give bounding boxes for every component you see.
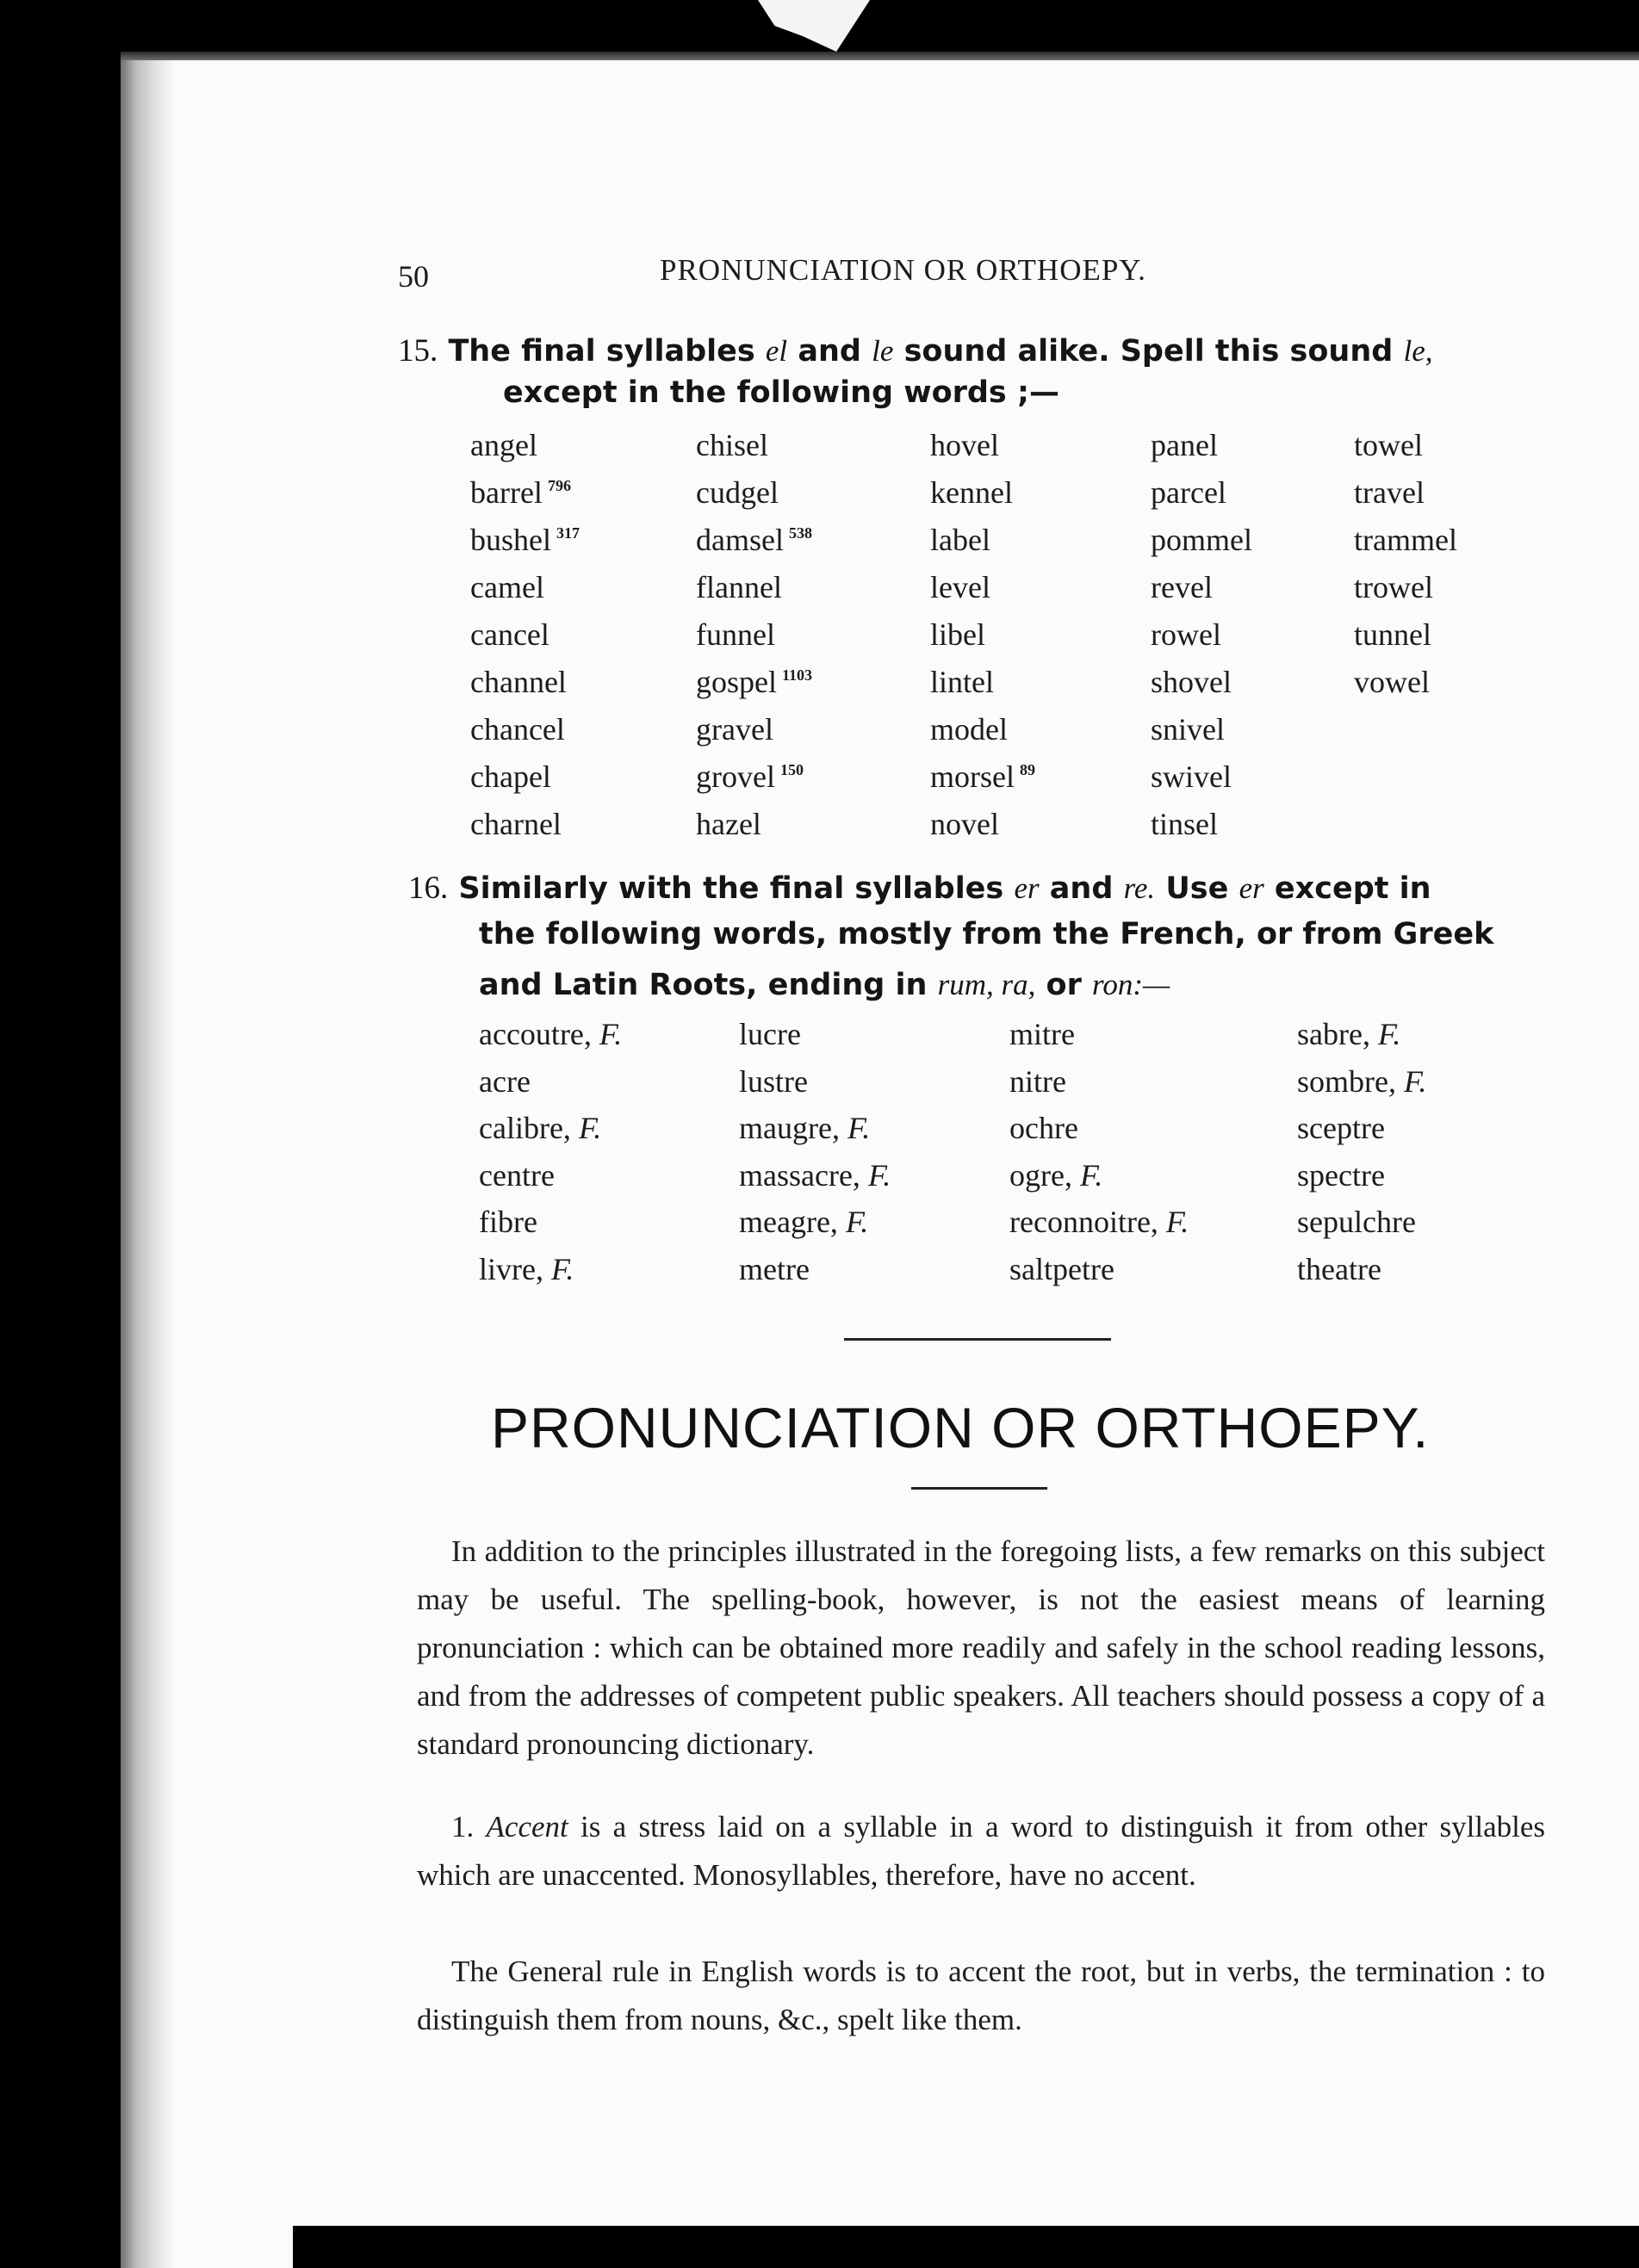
rule15-word bbox=[1354, 427, 1423, 463]
running-title: PRONUNCIATION OR ORTHOEPY. bbox=[660, 253, 1146, 287]
accent-term: Accent bbox=[486, 1810, 568, 1844]
rule15-word bbox=[1151, 522, 1252, 558]
rule15-word bbox=[696, 522, 812, 558]
rule15-word bbox=[470, 427, 537, 463]
rule15-word bbox=[470, 664, 567, 700]
french-mark: F. bbox=[837, 1205, 869, 1239]
word-text: acre bbox=[479, 1063, 531, 1099]
word-text: chapel bbox=[470, 759, 551, 794]
word-text: travel bbox=[1354, 475, 1425, 510]
rule15-word bbox=[930, 806, 999, 842]
word-text: sceptre bbox=[1297, 1111, 1385, 1145]
rule15-word bbox=[1354, 569, 1433, 605]
word-text: lustre bbox=[739, 1063, 808, 1099]
rule16-word bbox=[739, 1157, 891, 1193]
french-mark: F. bbox=[860, 1157, 891, 1193]
rule15-word bbox=[696, 427, 768, 463]
word-text: model bbox=[930, 712, 1008, 747]
word-text: saltpetre bbox=[1009, 1251, 1114, 1286]
word-text: charnel bbox=[470, 807, 562, 841]
rule15-word bbox=[930, 711, 1008, 747]
word-text: maugre, bbox=[739, 1111, 840, 1145]
word-text: trowel bbox=[1354, 570, 1433, 604]
rule16-word bbox=[1009, 1110, 1078, 1146]
rule15-word bbox=[1354, 474, 1425, 511]
rule15-word bbox=[470, 474, 571, 511]
rule15-word bbox=[930, 427, 999, 463]
word-text: parcel bbox=[1151, 475, 1226, 510]
word-text: damsel bbox=[696, 523, 784, 557]
rule15-word bbox=[696, 806, 761, 842]
word-text: hovel bbox=[930, 428, 999, 462]
word-text: revel bbox=[1151, 570, 1213, 604]
french-mark: F. bbox=[570, 1111, 602, 1145]
french-mark: F. bbox=[543, 1251, 574, 1286]
rule15-word bbox=[930, 617, 985, 653]
rule16-word bbox=[479, 1157, 555, 1193]
french-mark: F. bbox=[591, 1017, 623, 1051]
rule16-word bbox=[479, 1251, 574, 1287]
rule16-line2: the following words, mostly from the French, or from Greek bbox=[479, 917, 1494, 951]
word-text: massacre, bbox=[739, 1157, 860, 1193]
rule16-word bbox=[1297, 1157, 1385, 1193]
rule16-word bbox=[479, 1016, 622, 1052]
word-text: level bbox=[930, 570, 990, 604]
rule16-word bbox=[739, 1016, 801, 1052]
word-text: accoutre, bbox=[479, 1017, 592, 1051]
rule15-word bbox=[1151, 569, 1213, 605]
word-text: novel bbox=[930, 807, 999, 841]
word-text: rowel bbox=[1151, 617, 1221, 652]
rule16-word bbox=[1009, 1251, 1114, 1287]
word-text: swivel bbox=[1151, 759, 1232, 794]
rule15-word bbox=[930, 522, 990, 558]
word-text: livre, bbox=[479, 1251, 543, 1286]
rule16-word bbox=[739, 1251, 810, 1287]
word-text: ogre, bbox=[1009, 1157, 1072, 1193]
rule16-word bbox=[1009, 1157, 1102, 1193]
french-mark: F. bbox=[1071, 1157, 1103, 1193]
word-text: grovel bbox=[696, 759, 775, 794]
french-mark: F. bbox=[1395, 1063, 1427, 1099]
rule15-word bbox=[470, 522, 580, 558]
scan-tear bbox=[758, 0, 870, 52]
general-rule-paragraph: The General rule in English words is to accent the root, but in verbs, the termination : to distinguish them from nouns, &c., spelt like them. bbox=[417, 1955, 1545, 2036]
rule15-word bbox=[696, 474, 779, 511]
word-text: panel bbox=[1151, 428, 1218, 462]
french-mark: F. bbox=[839, 1111, 871, 1145]
rule15-word bbox=[930, 664, 994, 700]
title-underline bbox=[911, 1487, 1047, 1490]
word-text: nitre bbox=[1009, 1063, 1066, 1099]
word-text: calibre, bbox=[479, 1111, 571, 1145]
word-text: shovel bbox=[1151, 665, 1232, 699]
reference-number: 150 bbox=[779, 761, 804, 778]
rule16-word bbox=[1297, 1204, 1416, 1240]
word-text: sepulchre bbox=[1297, 1205, 1416, 1239]
rule15-word bbox=[470, 711, 565, 747]
rule15-line1: 15. The final syllables el and le sound alike. Spell this sound le, bbox=[398, 333, 1433, 369]
word-text: chisel bbox=[696, 428, 768, 462]
rule16-line3: and Latin Roots, ending in rum, ra, or ron:— bbox=[479, 968, 1170, 1002]
rule15-word bbox=[696, 664, 812, 700]
word-text: theatre bbox=[1297, 1251, 1381, 1286]
rule15-word bbox=[1151, 664, 1232, 700]
word-text: barrel bbox=[470, 475, 543, 510]
word-text: hazel bbox=[696, 807, 761, 841]
rule15-word bbox=[1151, 474, 1226, 511]
rule16-word bbox=[1297, 1251, 1381, 1287]
rule16-word bbox=[739, 1063, 808, 1100]
word-text: metre bbox=[739, 1251, 810, 1286]
separator-rule bbox=[844, 1338, 1111, 1341]
word-text: bushel bbox=[470, 523, 551, 557]
rule15-number: 15. bbox=[398, 333, 438, 369]
word-text: pommel bbox=[1151, 523, 1252, 557]
rule16-word bbox=[1297, 1110, 1385, 1146]
rule16-word bbox=[1009, 1016, 1075, 1052]
reference-number: 317 bbox=[556, 524, 580, 542]
word-text: flannel bbox=[696, 570, 782, 604]
rule16-word bbox=[479, 1204, 537, 1240]
word-text: centre bbox=[479, 1157, 555, 1193]
word-text: snivel bbox=[1151, 712, 1225, 747]
word-text: kennel bbox=[930, 475, 1013, 510]
word-text: sombre, bbox=[1297, 1063, 1396, 1099]
word-text: reconnoitre, bbox=[1009, 1205, 1158, 1239]
word-text: gravel bbox=[696, 712, 773, 747]
french-mark: F. bbox=[1158, 1205, 1189, 1239]
rule15-word bbox=[930, 569, 990, 605]
rule15-word bbox=[696, 711, 773, 747]
scan-bottom-edge bbox=[293, 2226, 1639, 2268]
page-number: 50 bbox=[398, 259, 429, 294]
rule16-word bbox=[479, 1110, 601, 1146]
word-text: fibre bbox=[479, 1205, 537, 1239]
rule15-word bbox=[696, 759, 804, 795]
rule15-word bbox=[470, 617, 549, 653]
scan-left-edge bbox=[121, 60, 172, 2268]
rule15-word bbox=[696, 569, 782, 605]
section-title: PRONUNCIATION OR ORTHOEPY. bbox=[491, 1396, 1430, 1459]
word-text: ochre bbox=[1009, 1111, 1078, 1145]
word-text: tinsel bbox=[1151, 807, 1218, 841]
rule16-word bbox=[1297, 1016, 1400, 1052]
word-text: libel bbox=[930, 617, 985, 652]
word-text: camel bbox=[470, 570, 544, 604]
rule15-line2: except in the following words ;— bbox=[503, 375, 1059, 410]
word-text: lucre bbox=[739, 1017, 801, 1051]
word-text: label bbox=[930, 523, 990, 557]
reference-number: 1103 bbox=[782, 666, 813, 684]
rule15-word bbox=[1151, 806, 1218, 842]
word-text: spectre bbox=[1297, 1157, 1385, 1193]
rule15-word bbox=[930, 474, 1013, 511]
intro-paragraph: In addition to the principles illustrated in the foregoing lists, a few remarks on this subject may be useful. The spelling-book, however, is not the easiest means of learning pronunciation : which can be obtained more readily and safely in the school reading lessons, and from the addresses of competent public speakers. All teachers should possess a copy of a standard pronouncing dictionary. bbox=[417, 1534, 1545, 1761]
rule16-number: 16. bbox=[408, 871, 449, 906]
word-text: gospel bbox=[696, 665, 777, 699]
rule15-word bbox=[696, 617, 775, 653]
rule16-word bbox=[479, 1063, 531, 1100]
word-text: angel bbox=[470, 428, 537, 462]
rule16-word bbox=[739, 1204, 868, 1240]
word-text: tunnel bbox=[1354, 617, 1431, 652]
rule16-word bbox=[1009, 1204, 1189, 1240]
word-text: lintel bbox=[930, 665, 994, 699]
rule15-word bbox=[1354, 664, 1430, 700]
reference-number: 796 bbox=[547, 477, 571, 494]
rule15-word bbox=[470, 806, 562, 842]
rule16-word bbox=[1009, 1063, 1066, 1100]
rule16-line1: 16. Similarly with the final syllables er and re. Use er except in bbox=[408, 871, 1431, 906]
french-mark: F. bbox=[1369, 1017, 1401, 1051]
rule15-word bbox=[470, 759, 551, 795]
reference-number: 538 bbox=[788, 524, 812, 542]
word-text: meagre, bbox=[739, 1205, 838, 1239]
reference-number: 89 bbox=[1019, 761, 1035, 778]
word-text: morsel bbox=[930, 759, 1015, 794]
word-text: towel bbox=[1354, 428, 1423, 462]
rule15-word bbox=[1354, 522, 1457, 558]
word-text: cudgel bbox=[696, 475, 779, 510]
rule15-word bbox=[1151, 617, 1221, 653]
word-text: chancel bbox=[470, 712, 565, 747]
accent-paragraph: 1. Accent is a stress laid on a syllable in a word to distinguish it from other syllables which are unaccented. Monosyllables, therefore, have no accent. bbox=[417, 1810, 1546, 1892]
rule15-word bbox=[1151, 427, 1218, 463]
word-text: funnel bbox=[696, 617, 775, 652]
rule15-word bbox=[470, 569, 544, 605]
rule15-word bbox=[930, 759, 1035, 795]
rule15-word bbox=[1151, 711, 1225, 747]
rule16-word bbox=[1297, 1063, 1426, 1100]
word-text: channel bbox=[470, 665, 567, 699]
rule16-word bbox=[739, 1110, 870, 1146]
word-text: cancel bbox=[470, 617, 549, 652]
rule15-word bbox=[1354, 617, 1431, 653]
rule15-word bbox=[1151, 759, 1232, 795]
word-text: mitre bbox=[1009, 1017, 1075, 1051]
word-text: vowel bbox=[1354, 665, 1430, 699]
word-text: sabre, bbox=[1297, 1017, 1370, 1051]
word-text: trammel bbox=[1354, 523, 1457, 557]
